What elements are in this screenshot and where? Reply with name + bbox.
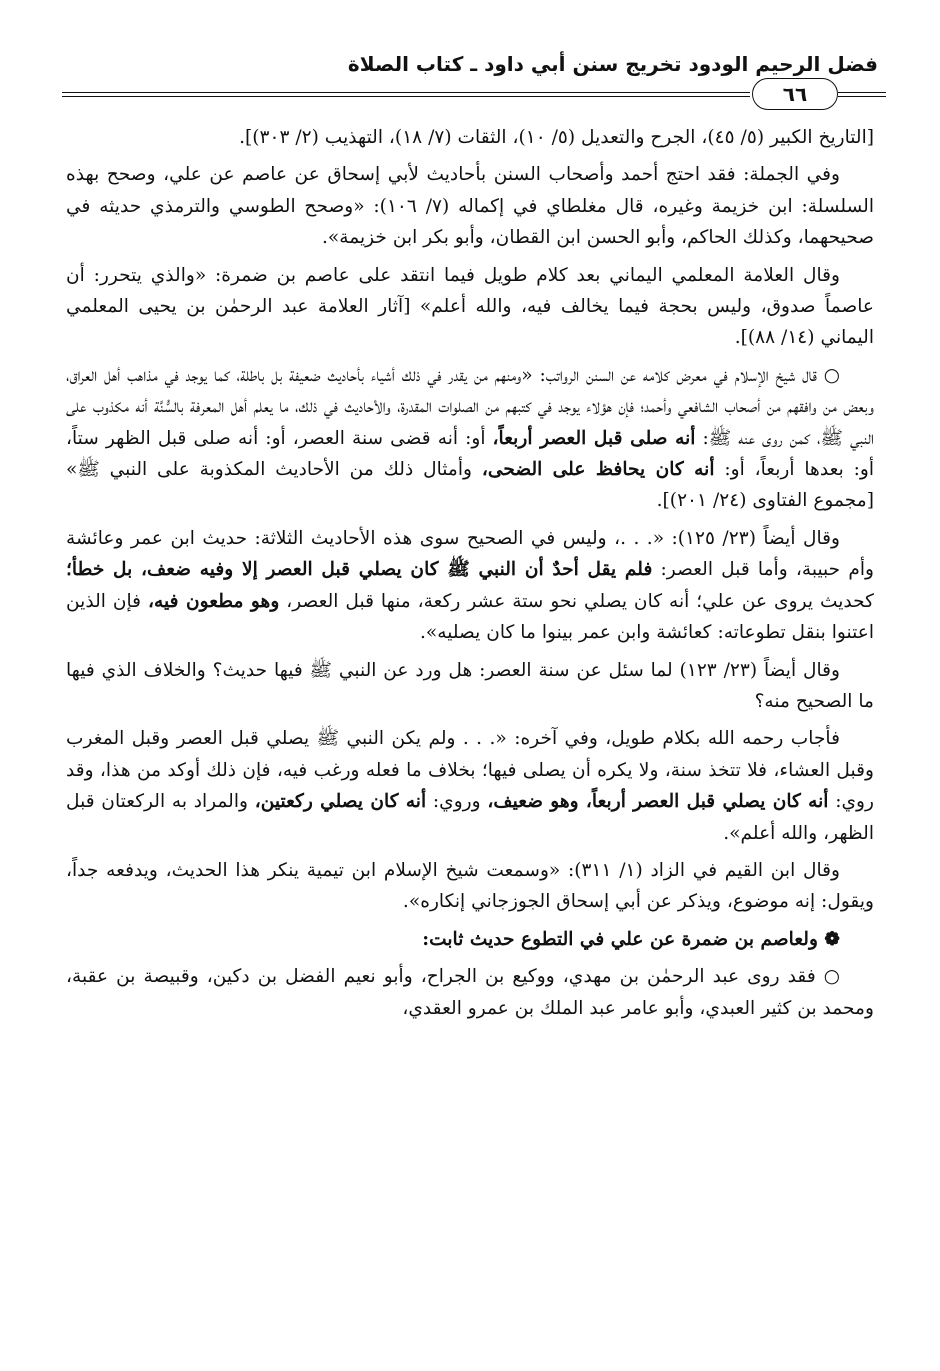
text-run: فأجاب رحمه الله بكلام طويل، وفي آخره: «. . . ولم يكن النبي ﷺ يصلي قبل العصر وقبل المغرب وقبل العشاء، فلا تتخذ سنة، ولا يكره أن يصلى فيها؛ بخلاف ما فعله ورغب فيه، فإن ذلك أوكد من هذا، وقد روي:: [66, 728, 874, 813]
text-run: وروي:: [432, 791, 481, 813]
header-rule: [62, 96, 750, 97]
text-run: وقال أيضاً (٢٣/ ١٢٥): «. . .، وليس في الصحيح سوى هذه الأحاديث الثلاثة: حديث ابن عمر وعائشة وأم حبيبة، وأما قبل العصر:: [66, 527, 874, 581]
bold-text: وهو مطعون فيه،: [148, 590, 280, 612]
bold-text: فلم يقل أحدٌ أن النبي ﷺ كان يصلي قبل العصر إلا وفيه ضعف، بل خطأ؛: [66, 559, 653, 581]
text-run: فإن الذين اعتنوا بنقل تطوعاته: كعائشة وابن عمر بينوا ما كان يصليه».: [66, 590, 874, 644]
header-rule: [838, 96, 886, 97]
bold-text: أنه كان يصلي ركعتين،: [254, 791, 427, 813]
bold-text: أنه صلى قبل العصر أربعاً،: [492, 427, 696, 449]
header-rule: [62, 92, 750, 93]
page-number: ٦٦: [752, 78, 838, 110]
paragraph: وقال ابن القيم في الزاد (١/ ٣١١): «وسمعت شيخ الإسلام ابن تيمية ينكر هذا الحديث، ويدفعه جداً، ويقول: إنه موضوع، ويذكر عن أبي إسحاق الجوزجاني إنكاره».: [66, 859, 874, 913]
paragraph-quote: [66, 723, 874, 849]
paragraph-references: [التاريخ الكبير (٥/ ٤٥)، الجرح والتعديل (٥/ ١٠)، الثقات (٧/ ١٨)، التهذيب (٢/ ٣٠٣)].: [239, 127, 874, 148]
body-text: [66, 122, 874, 1030]
paragraph-quote: [66, 523, 874, 649]
text-run: أو: أنه قضى سنة العصر، أو: أنه صلى قبل الظهر ستاً، أو: بعدها أربعاً، أو:: [66, 427, 874, 481]
paragraph: ○ فقد روى عبد الرحمٰن بن مهدي، ووكيع بن الجراح، وأبو نعيم الفضل بن دكين، وقبيصة بن عقبة، ومحمد بن كثير العبدي، وأبو عامر عبد الملك بن عمرو العقدي،: [66, 966, 874, 1019]
text-run: وأمثال ذلك من الأحاديث المكذوبة على النبي ﷺ» [مجموع الفتاوى (٢٤/ ٢٠١)].: [66, 459, 874, 512]
paragraph: وقال العلامة المعلمي اليماني بعد كلام طويل فيما انتقد على عاصم بن ضمرة: «والذي يتحرر: أن عاصماً صدوق، وليس بحجة فيما يخالف فيه، والله أعلم» [آثار العلامة عبد الرحمٰن بن يحيى المعلمي اليماني (١٤/ ٨٨)].: [66, 264, 874, 349]
header-rule: [838, 92, 886, 93]
text-run: كحديث يروى عن علي؛ أنه كان يصلي نحو ستة عشر ركعة، منها قبل العصر،: [286, 590, 874, 612]
section-heading: ❁ ولعاصم بن ضمرة عن علي في التطوع حديث ثابت:: [422, 928, 840, 950]
text-run: ○ قال شيخ الإسلام في معرض كلامه عن السنن الرواتب: «ومنهم من يقدر في ذلك أشياء بأحاديث ضعيفة بل باطلة، كما يوجد في مذاهب أهل العراق، وبعض من وافقهم من أصحاب الشافعي وأحمد؛ فإن هؤلاء يوجد في كتبهم من الصلوات المقدرة، والأحاديث في ذلك، ما يعلم أهل المعرفة بالسُّنَّة أنه مكذوب على النبي ﷺ، كمن روى عنه ﷺ:: [66, 364, 874, 449]
paragraph-quote: [66, 360, 874, 517]
paragraph: وقال أيضاً (٢٣/ ١٢٣) لما سئل عن سنة العصر: هل ورد عن النبي ﷺ فيها حديث؟ والخلاف الذي فيها ما الصحيح منه؟: [66, 659, 874, 712]
bold-text: أنه كان يحافظ على الضحى،: [481, 459, 715, 481]
running-title: فضل الرحيم الودود تخريج سنن أبي داود ـ كتاب الصلاة: [347, 52, 878, 76]
text-run: والمراد به الركعتان قبل الظهر، والله أعلم».: [66, 791, 874, 844]
paragraph: وفي الجملة: فقد احتج أحمد وأصحاب السنن بأحاديث لأبي إسحاق عن عاصم عن علي، وصحح بهذه السلسلة: ابن خزيمة وغيره، قال مغلطاي في إكماله (٧/ ١٠٦): «وصحح الطوسي والترمذي حديثه في صحيحهما، وكذلك الحاكم، وأبو الحسن ابن القطان، وأبو بكر ابن خزيمة».: [66, 164, 874, 249]
bold-text: أنه كان يصلي قبل العصر أربعاً، وهو ضعيف،: [487, 791, 829, 813]
